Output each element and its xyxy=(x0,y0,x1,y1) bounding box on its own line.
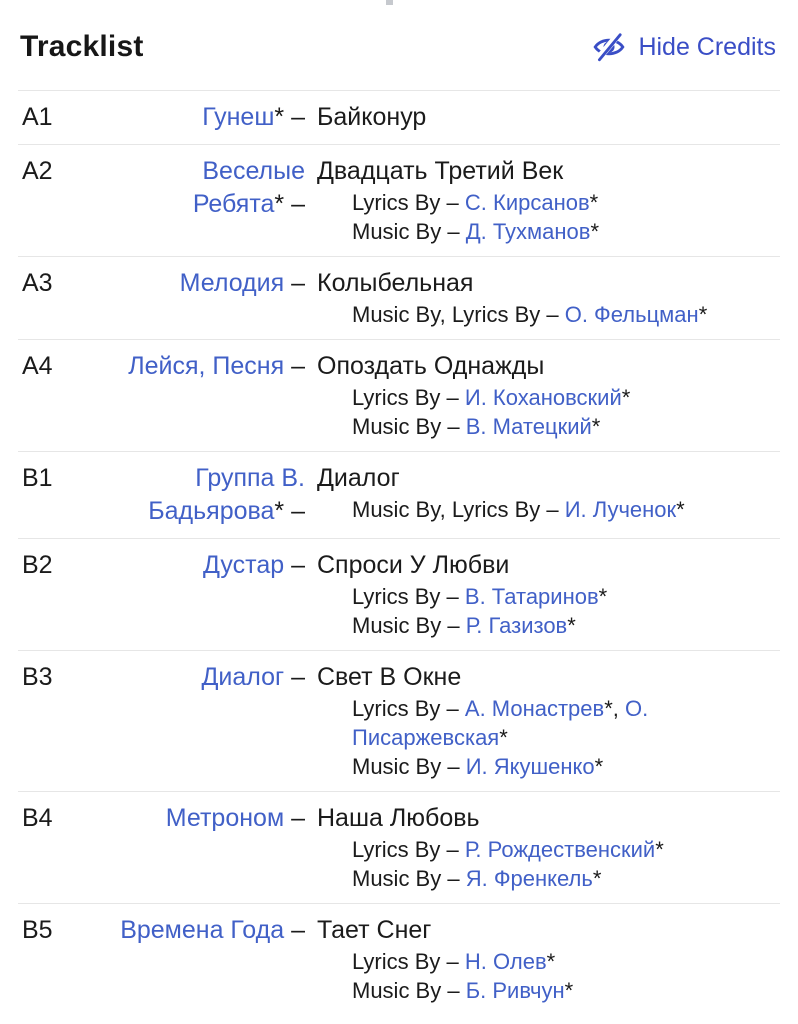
credit-artist-suffix: * xyxy=(564,978,574,1003)
credit-artist-suffix: * xyxy=(698,302,708,327)
track-artist-link[interactable]: Мелодия xyxy=(179,269,285,297)
credit-role: Music By – xyxy=(352,414,466,439)
track-title: Колыбельная xyxy=(317,269,474,297)
tracklist-header xyxy=(0,0,798,90)
credit-line xyxy=(352,300,774,329)
eye-slash-icon xyxy=(592,32,626,62)
track-position: A3 xyxy=(22,269,53,297)
credit-role: Music By, Lyrics By – xyxy=(352,497,565,522)
track-row xyxy=(18,339,780,451)
credit-role: Lyrics By – xyxy=(352,949,465,974)
hide-credits-label: Hide Credits xyxy=(638,32,776,61)
credit-role: Music By – xyxy=(352,978,466,1003)
credit-line xyxy=(352,217,774,246)
track-artist-link[interactable]: Времена Года xyxy=(120,916,285,944)
track-title-cell xyxy=(317,155,776,246)
artist-title-dash: – xyxy=(284,352,305,380)
track-artist-link[interactable]: Диалог xyxy=(201,663,285,691)
credit-line xyxy=(352,947,774,976)
track-row xyxy=(18,451,780,538)
credit-artist-suffix: * xyxy=(546,949,556,974)
page-title: Tracklist xyxy=(20,30,144,63)
credit-line xyxy=(352,864,774,893)
artist-title-dash: – xyxy=(284,103,305,131)
track-position: B5 xyxy=(22,916,53,944)
credit-artist-link[interactable]: С. Кирсанов xyxy=(464,190,590,215)
track-title-cell xyxy=(317,101,776,134)
track-artist-cell xyxy=(90,350,305,383)
track-credits xyxy=(352,947,774,1005)
credit-line xyxy=(352,412,774,441)
credit-artist-suffix: * xyxy=(655,837,664,862)
track-title-cell xyxy=(317,802,776,893)
track-position: A1 xyxy=(22,103,53,131)
credit-artist-link[interactable]: Р. Рождественский xyxy=(464,837,656,862)
credit-artist-link[interactable]: И. Якушенко xyxy=(465,754,595,779)
track-credits xyxy=(352,188,774,246)
credit-artist-link[interactable]: О. Писаржевская xyxy=(352,696,649,750)
credit-role: Music By – xyxy=(352,613,466,638)
track-title: Спроси У Любви xyxy=(317,551,510,579)
track-artist-link[interactable]: Гунеш xyxy=(202,103,275,131)
track-row xyxy=(18,791,780,903)
track-artist-cell xyxy=(90,101,305,134)
credit-artist-link[interactable]: И. Лученок xyxy=(564,497,677,522)
credit-line xyxy=(352,495,774,524)
credit-artist-suffix: * xyxy=(604,696,613,721)
track-credits xyxy=(352,582,774,640)
track-row xyxy=(18,903,780,1015)
credit-line xyxy=(352,835,774,864)
track-title: Тает Снег xyxy=(317,916,432,944)
track-artist-link[interactable]: Группа В. Бадьярова xyxy=(148,464,305,525)
track-title: Байконур xyxy=(317,103,427,131)
track-title-cell xyxy=(317,549,776,640)
track-title: Наша Любовь xyxy=(317,804,480,832)
track-position: B3 xyxy=(22,663,53,691)
credit-role: Lyrics By – xyxy=(352,190,465,215)
track-artist-cell xyxy=(90,802,305,835)
credit-artist-link[interactable]: И. Кохановский xyxy=(464,385,622,410)
track-position: B2 xyxy=(22,551,53,579)
credit-artist-link[interactable]: Б. Ривчун xyxy=(465,978,565,1003)
credit-artist-link[interactable]: Д. Тухманов xyxy=(465,219,591,244)
track-artist-link[interactable]: Веселые Ребята xyxy=(192,157,305,218)
track-artist-link[interactable]: Дустар xyxy=(202,551,285,579)
track-credits xyxy=(352,300,774,329)
credit-artist-link[interactable]: В. Татаринов xyxy=(464,584,599,609)
artist-title-dash: – xyxy=(284,804,305,832)
artist-title-dash: – xyxy=(284,497,305,525)
credit-artist-suffix: * xyxy=(567,613,576,638)
credit-artist-link[interactable]: О. Фельцман xyxy=(564,302,699,327)
track-credits xyxy=(352,383,774,441)
track-artist-cell xyxy=(90,267,305,300)
credit-artist-suffix: * xyxy=(621,385,631,410)
artist-title-dash: – xyxy=(284,663,305,691)
credit-artist-link[interactable]: Р. Газизов xyxy=(465,613,568,638)
artist-title-dash: – xyxy=(284,551,305,579)
track-row xyxy=(18,256,780,339)
credit-line xyxy=(352,976,774,1005)
track-title-cell xyxy=(317,267,776,329)
track-row xyxy=(18,650,780,791)
credit-artist-link[interactable]: Я. Френкель xyxy=(465,866,593,891)
credit-line xyxy=(352,611,774,640)
credit-artist-suffix: * xyxy=(594,754,604,779)
track-artist-link[interactable]: Лейся, Песня xyxy=(128,352,285,380)
track-row xyxy=(18,90,780,144)
hide-credits-button[interactable] xyxy=(592,32,776,62)
credit-role: Lyrics By – xyxy=(352,696,465,721)
track-position: B1 xyxy=(22,464,53,492)
artist-suffix: * xyxy=(274,190,285,218)
credit-artist-suffix: * xyxy=(676,497,685,522)
track-title-cell xyxy=(317,661,776,781)
artist-suffix: * xyxy=(274,103,285,131)
artist-suffix: * xyxy=(274,497,285,525)
track-title-cell xyxy=(317,914,776,1005)
track-credits xyxy=(352,835,774,893)
track-title: Диалог xyxy=(317,464,400,492)
track-artist-cell xyxy=(90,462,305,528)
credit-line xyxy=(352,752,774,781)
credit-name-joiner: , xyxy=(612,696,626,721)
credit-role: Music By – xyxy=(352,754,466,779)
credit-role: Lyrics By – xyxy=(352,837,465,862)
credit-line xyxy=(352,694,774,752)
track-position: A4 xyxy=(22,352,53,380)
credit-role: Music By – xyxy=(352,866,466,891)
credit-role: Lyrics By – xyxy=(352,385,465,410)
track-row xyxy=(18,538,780,650)
track-artist-cell xyxy=(90,155,305,221)
track-position: A2 xyxy=(22,157,53,185)
credit-artist-suffix: * xyxy=(590,219,600,244)
track-title: Двадцать Третий Век xyxy=(317,157,564,185)
credit-line xyxy=(352,188,774,217)
credit-artist-link[interactable]: В. Матецкий xyxy=(465,414,592,439)
track-artist-cell xyxy=(90,549,305,582)
artist-title-dash: – xyxy=(284,269,305,297)
track-position: B4 xyxy=(22,804,53,832)
credit-artist-suffix: * xyxy=(589,190,599,215)
track-credits xyxy=(352,495,774,524)
credit-line xyxy=(352,383,774,412)
credit-role: Music By, Lyrics By – xyxy=(352,302,565,327)
credit-artist-suffix: * xyxy=(591,414,601,439)
track-rows xyxy=(18,90,780,1015)
track-title-cell xyxy=(317,350,776,441)
track-row xyxy=(18,144,780,256)
track-artist-cell xyxy=(90,661,305,694)
credit-role: Lyrics By – xyxy=(352,584,465,609)
credit-artist-link[interactable]: А. Монастрев xyxy=(464,696,605,721)
track-title-cell xyxy=(317,462,776,524)
credit-artist-suffix: * xyxy=(592,866,602,891)
track-credits xyxy=(352,694,774,781)
credit-artist-link[interactable]: Н. Олев xyxy=(464,949,547,974)
track-title: Свет В Окне xyxy=(317,663,462,691)
credit-line xyxy=(352,582,774,611)
credit-artist-suffix: * xyxy=(499,725,508,750)
credit-artist-suffix: * xyxy=(598,584,608,609)
track-artist-link[interactable]: Метроном xyxy=(165,804,285,832)
track-artist-cell xyxy=(90,914,305,947)
credit-role: Music By – xyxy=(352,219,466,244)
artist-title-dash: – xyxy=(284,190,305,218)
scrollbar-thumb-fragment xyxy=(386,0,393,5)
artist-title-dash: – xyxy=(284,916,305,944)
track-title: Опоздать Однажды xyxy=(317,352,545,380)
